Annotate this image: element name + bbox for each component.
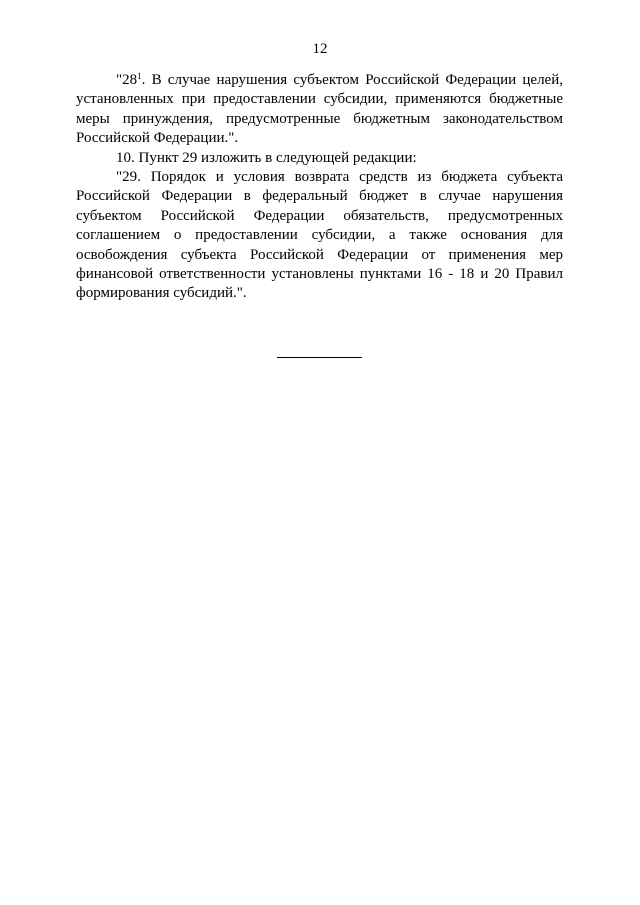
end-separator-line [277, 357, 362, 358]
paragraph-item-10: 10. Пункт 29 изложить в следующей редакции: [116, 149, 417, 166]
page-number: 12 [312, 41, 328, 57]
superscript-index: 1 [137, 71, 142, 81]
paragraph-prefix: "28 [116, 72, 138, 88]
document-body [76, 71, 563, 304]
paragraph-text: . В случае нарушения субъектом Российской Федерации целей, установленных при предоставлении субсидии, применяются бюджетные меры принуждения, предусмотренные бюджетным законодательством Российской Федерации.". [76, 72, 563, 147]
paragraph-point-29: "29. Порядок и условия возврата средств из бюджета субъекта Российской Федерации в федеральный бюджет в случае нарушения субъектом Российской Федерации обязательств, предусмотренных соглашением о предоставлении субсидии, а также основания для освобождения субъекта Российской Федерации от применения мер финансовой ответственности установлены пунктами 16 - 18 и 20 Правил формирования субсидий.". [76, 169, 563, 302]
paragraph-point-28-1 [76, 71, 563, 149]
